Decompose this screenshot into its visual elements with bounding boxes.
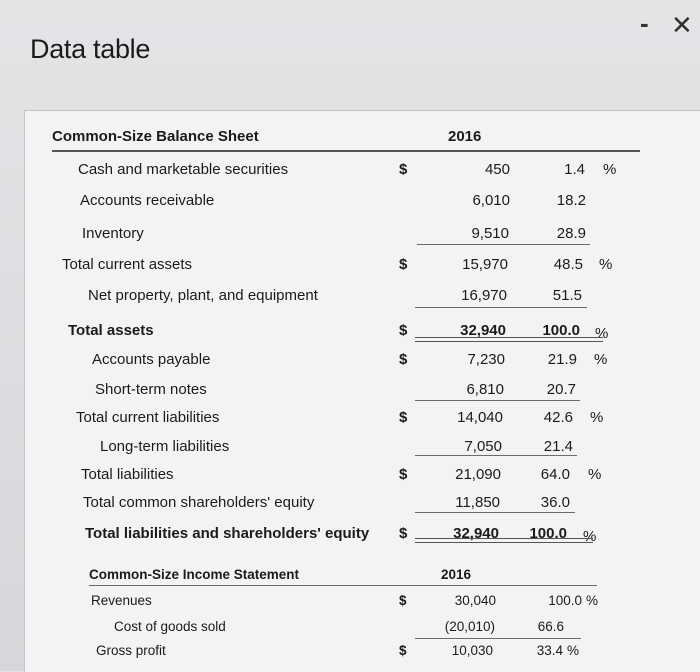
percent-sign: % (567, 643, 580, 658)
row-label: Total liabilities and shareholders' equity (85, 525, 370, 542)
underline-rule (415, 512, 575, 513)
balance-sheet-year: 2016 (448, 128, 482, 145)
percent-cell: 21.4 (543, 438, 573, 455)
percent-cell: 20.7 (546, 381, 576, 398)
amount-cell: 7,050 (464, 438, 502, 455)
percent-cell: 1.4 (564, 161, 585, 178)
row-label: Cash and marketable securities (78, 161, 289, 178)
income-statement-title: Common-Size Income Statement (89, 567, 300, 582)
percent-cell: 51.5 (552, 287, 582, 304)
percent-cell: 42.6 (543, 409, 573, 426)
percent-cell: 100.0 (542, 322, 580, 339)
amount-cell: 7,230 (467, 351, 505, 368)
dollar-sign: $ (399, 161, 408, 178)
row-label: Short-term notes (95, 381, 207, 398)
percent-sign: % (590, 409, 604, 426)
underline-rule (415, 400, 580, 401)
amount-cell: 32,940 (460, 322, 506, 339)
percent-cell: 28.9 (556, 225, 586, 242)
percent-sign: % (595, 325, 609, 342)
minimize-button[interactable]: - (640, 8, 649, 38)
double-underline-rule (415, 337, 603, 342)
amount-cell: 6,810 (466, 381, 504, 398)
amount-cell: 11,850 (455, 494, 500, 511)
row-label: Accounts payable (92, 351, 211, 368)
dollar-sign: $ (399, 466, 408, 483)
amount-cell: 9,510 (471, 225, 509, 242)
percent-sign: % (599, 256, 613, 273)
dialog-title: Data table (30, 34, 151, 64)
dollar-sign: $ (399, 351, 408, 368)
amount-cell: 21,090 (455, 466, 501, 483)
amount-cell: 6,010 (472, 192, 510, 209)
percent-sign: % (588, 466, 602, 483)
row-label: Total assets (68, 322, 154, 339)
underline-rule (415, 455, 577, 456)
percent-sign: % (594, 351, 608, 368)
double-underline-rule (415, 538, 593, 543)
row-label: Total common shareholders' equity (83, 494, 315, 511)
dollar-sign: $ (399, 593, 407, 608)
row-label: Accounts receivable (80, 192, 215, 209)
dollar-sign: $ (399, 256, 408, 273)
percent-cell: 21.9 (547, 351, 577, 368)
data-table-panel[interactable] (24, 110, 700, 672)
percent-sign: % (603, 161, 617, 178)
row-label: Long-term liabilities (100, 438, 230, 455)
percent-cell: 100.0 (529, 525, 567, 542)
row-label: Cost of goods sold (114, 619, 226, 634)
percent-cell: 66.6 (537, 619, 564, 634)
row-label: Inventory (82, 225, 144, 242)
row-label: Revenues (91, 593, 152, 608)
percent-cell: 33.4 (536, 643, 563, 658)
amount-cell: 16,970 (461, 287, 507, 304)
percent-cell: 48.5 (553, 256, 583, 273)
close-button[interactable]: ✕ (671, 10, 693, 40)
amount-cell: (20,010) (444, 619, 495, 634)
row-label: Total current liabilities (76, 409, 220, 426)
dollar-sign: $ (399, 322, 408, 339)
row-label: Total current assets (62, 256, 193, 273)
percent-cell: 64.0 (540, 466, 570, 483)
row-label: Net property, plant, and equipment (88, 287, 318, 304)
percent-sign: % (586, 593, 599, 608)
amount-cell: 15,970 (462, 256, 508, 273)
dollar-sign: $ (399, 643, 407, 658)
amount-cell: 30,040 (454, 593, 496, 608)
balance-sheet-title: Common-Size Balance Sheet (52, 128, 259, 145)
amount-cell: 450 (484, 161, 510, 178)
amount-cell: 32,940 (453, 525, 499, 542)
percent-cell: 100.0 (548, 593, 582, 608)
percent-sign: % (583, 528, 597, 545)
dollar-sign: $ (399, 409, 408, 426)
income-header-rule (89, 585, 597, 586)
percent-cell: 18.2 (556, 192, 586, 209)
underline-rule (415, 307, 587, 308)
percent-cell: 36.0 (540, 494, 570, 511)
amount-cell: 10,030 (451, 643, 493, 658)
dollar-sign: $ (399, 525, 408, 542)
header-rule (52, 150, 640, 152)
income-statement-year: 2016 (441, 567, 472, 582)
row-label: Gross profit (96, 643, 166, 658)
row-label: Total liabilities (81, 466, 174, 483)
underline-rule (417, 244, 590, 245)
underline-rule (415, 638, 581, 639)
amount-cell: 14,040 (457, 409, 503, 426)
